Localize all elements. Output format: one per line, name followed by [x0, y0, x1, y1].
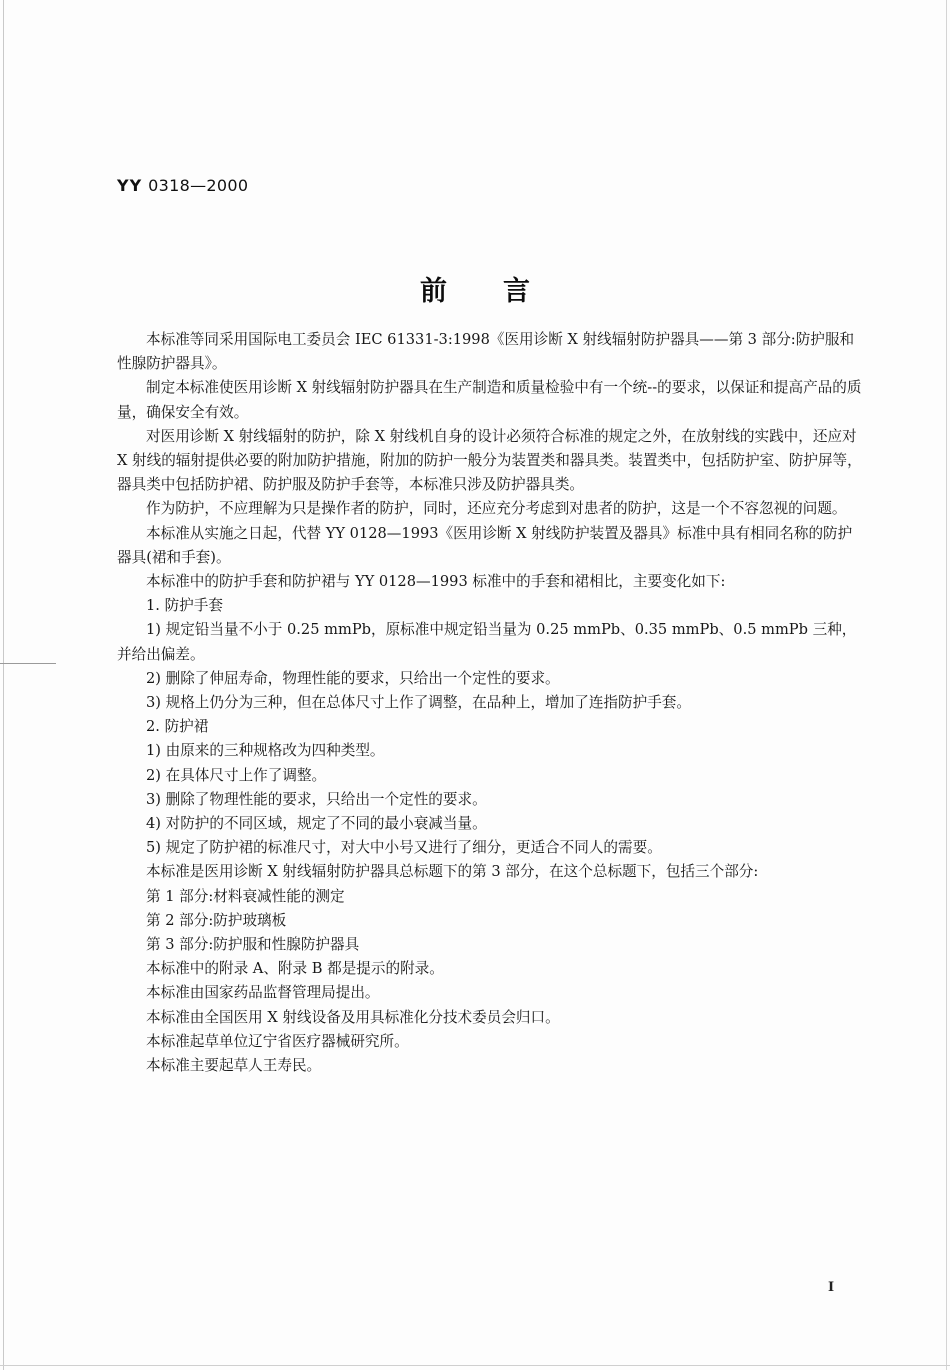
paragraph: 本标准主要起草人王寿民。: [146, 1057, 322, 1075]
paragraph: 本标准由全国医用 X 射线设备及用具标准化分技术委员会归口。: [146, 1008, 560, 1026]
paragraph: 制定本标准使医用诊断 X 射线辐射防护器具在生产制造和质量检验中有一个统--的要求，以保证和提高产品的质量，确保安全有效。: [117, 379, 862, 421]
scan-mark: [0, 663, 56, 664]
paragraph: 2. 防护裙: [146, 718, 209, 736]
paragraph: 4) 对防护的不同区域，规定了不同的最小衰减当量。: [146, 815, 487, 833]
paragraph: 对医用诊断 X 射线辐射的防护，除 X 射线机自身的设计必须符合标准的规定之外，在放射线的实践中，还应对 X 射线的辐射提供必要的附加防护措施，附加的防护一般分为装置类和器具类。装置类中，包括防护室、防护屏等，器具类中包括防护裙、防护服及防护手套等，本标准只涉及防护器具类。: [117, 427, 862, 494]
paragraph: 5) 规定了防护裙的标准尺寸，对大中小号又进行了细分，更适合不同人的需要。: [146, 839, 662, 857]
paragraph: 本标准是医用诊断 X 射线辐射防护器具总标题下的第 3 部分，在这个总标题下，包括三个部分:: [146, 863, 759, 881]
page-title: 前言: [420, 276, 586, 307]
paragraph: 3) 删除了物理性能的要求，只给出一个定性的要求。: [146, 790, 487, 808]
paragraph: 本标准起草单位辽宁省医疗器械研究所。: [146, 1032, 409, 1050]
paragraph: 1) 由原来的三种规格改为四种类型。: [146, 742, 385, 760]
paragraph: 2) 在具体尺寸上作了调整。: [146, 766, 327, 784]
paragraph: 作为防护，不应理解为只是操作者的防护，同时，还应充分考虑到对患者的防护，这是一个不容忽视的问题。: [146, 500, 847, 518]
standard-prefix: YY: [117, 176, 143, 195]
paragraph: 第 2 部分:防护玻璃板: [146, 911, 287, 929]
paragraph: 第 3 部分:防护服和性腺防护器具: [146, 936, 360, 954]
standard-number: 0318—2000: [148, 176, 249, 195]
scan-edge-left: [3, 0, 4, 1370]
scan-edge-right: [946, 0, 947, 1370]
scan-edge-bottom: [0, 1365, 950, 1366]
paragraph: 本标准等同采用国际电工委员会 IEC 61331-3:1998《医用诊断 X 射线辐射防护器具——第 3 部分:防护服和性腺防护器具》。: [117, 331, 855, 373]
paragraph: 第 1 部分:材料衰减性能的测定: [146, 887, 345, 905]
standard-code: [117, 176, 248, 195]
paragraph: 本标准由国家药品监督管理局提出。: [146, 984, 380, 1002]
document-body: [117, 328, 862, 1078]
paragraph: 1. 防护手套: [146, 597, 223, 615]
page-number: I: [828, 1280, 835, 1295]
paragraph: 本标准中的附录 A、附录 B 都是提示的附录。: [146, 960, 444, 978]
paragraph: 本标准中的防护手套和防护裙与 YY 0128—1993 标准中的手套和裙相比，主要变化如下:: [146, 573, 726, 591]
paragraph: 1) 规定铅当量不小于 0.25 mmPb，原标准中规定铅当量为 0.25 mmPb、0.35 mmPb、0.5 mmPb 三种，并给出偏差。: [117, 621, 857, 663]
paragraph: 2) 删除了伸屈寿命，物理性能的要求，只给出一个定性的要求。: [146, 669, 560, 687]
paragraph: 本标准从实施之日起，代替 YY 0128—1993《医用诊断 X 射线防护装置及器具》标准中具有相同名称的防护器具(裙和手套)。: [117, 524, 853, 566]
paragraph: 3) 规格上仍分为三种，但在总体尺寸上作了调整，在品种上，增加了连指防护手套。: [146, 694, 691, 712]
